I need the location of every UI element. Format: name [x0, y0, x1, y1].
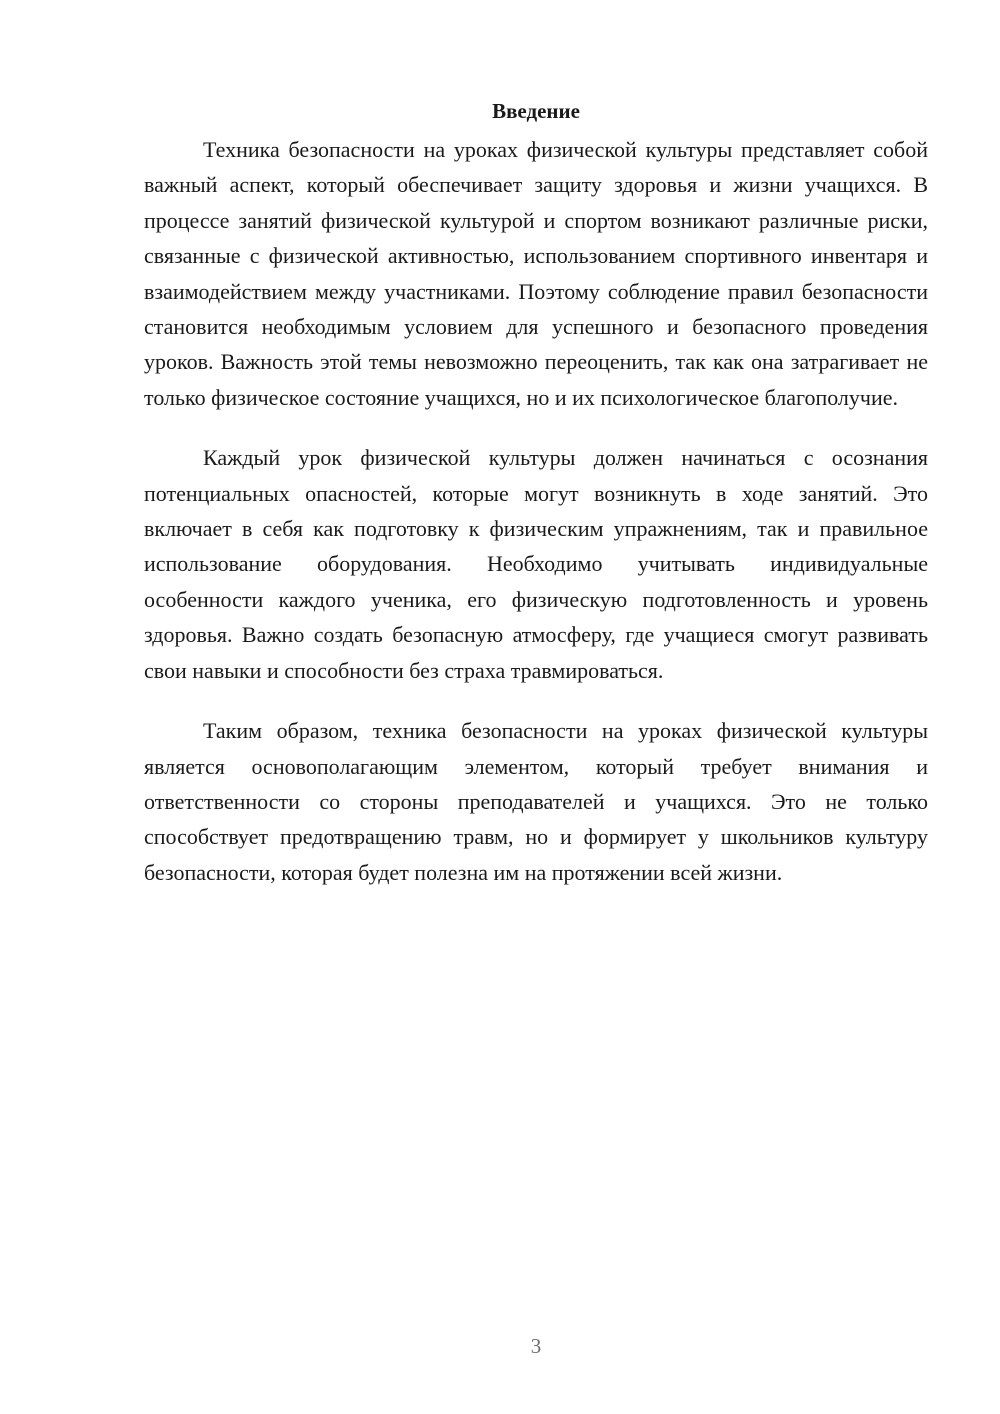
paragraph-3: Таким образом, техника безопасности на уроках физической культуры является основополагающим элементом, который требует внимания и ответственности со стороны преподавателей и учащихся. Это не только способствует предотвращению травм, но и формирует у школьников культуру безопасности, которая будет полезна им на протяжении всей жизни. [144, 718, 928, 885]
page-content [144, 96, 928, 915]
page-title: Введение [492, 99, 580, 123]
paragraph-1: Техника безопасности на уроках физической культуры представляет собой важный аспект, который обеспечивает защиту здоровья и жизни учащихся. В процессе занятий физической культурой и спортом возникают различные риски, связанные с физической активностью, использованием спортивного инвентаря и взаимодействием между участниками. Поэтому соблюдение правил безопасности становится необходимым условием для успешного и безопасного проведения уроков. Важность этой темы невозможно переоценить, так как она затрагивает не только физическое состояние учащихся, но и их психологическое благополучие. [144, 137, 928, 410]
paragraph-2: Каждый урок физической культуры должен начинаться с осознания потенциальных опасностей, которые могут возникнуть в ходе занятий. Это включает в себя как подготовку к физическим упражнениям, так и правильное использование оборудования. Необходимо учитывать индивидуальные особенности каждого ученика, его физическую подготовленность и уровень здоровья. Важно создать безопасную атмосферу, где учащиеся смогут развивать свои навыки и способности без страха травмироваться. [144, 445, 928, 683]
page-number: 3 [530, 1334, 542, 1358]
